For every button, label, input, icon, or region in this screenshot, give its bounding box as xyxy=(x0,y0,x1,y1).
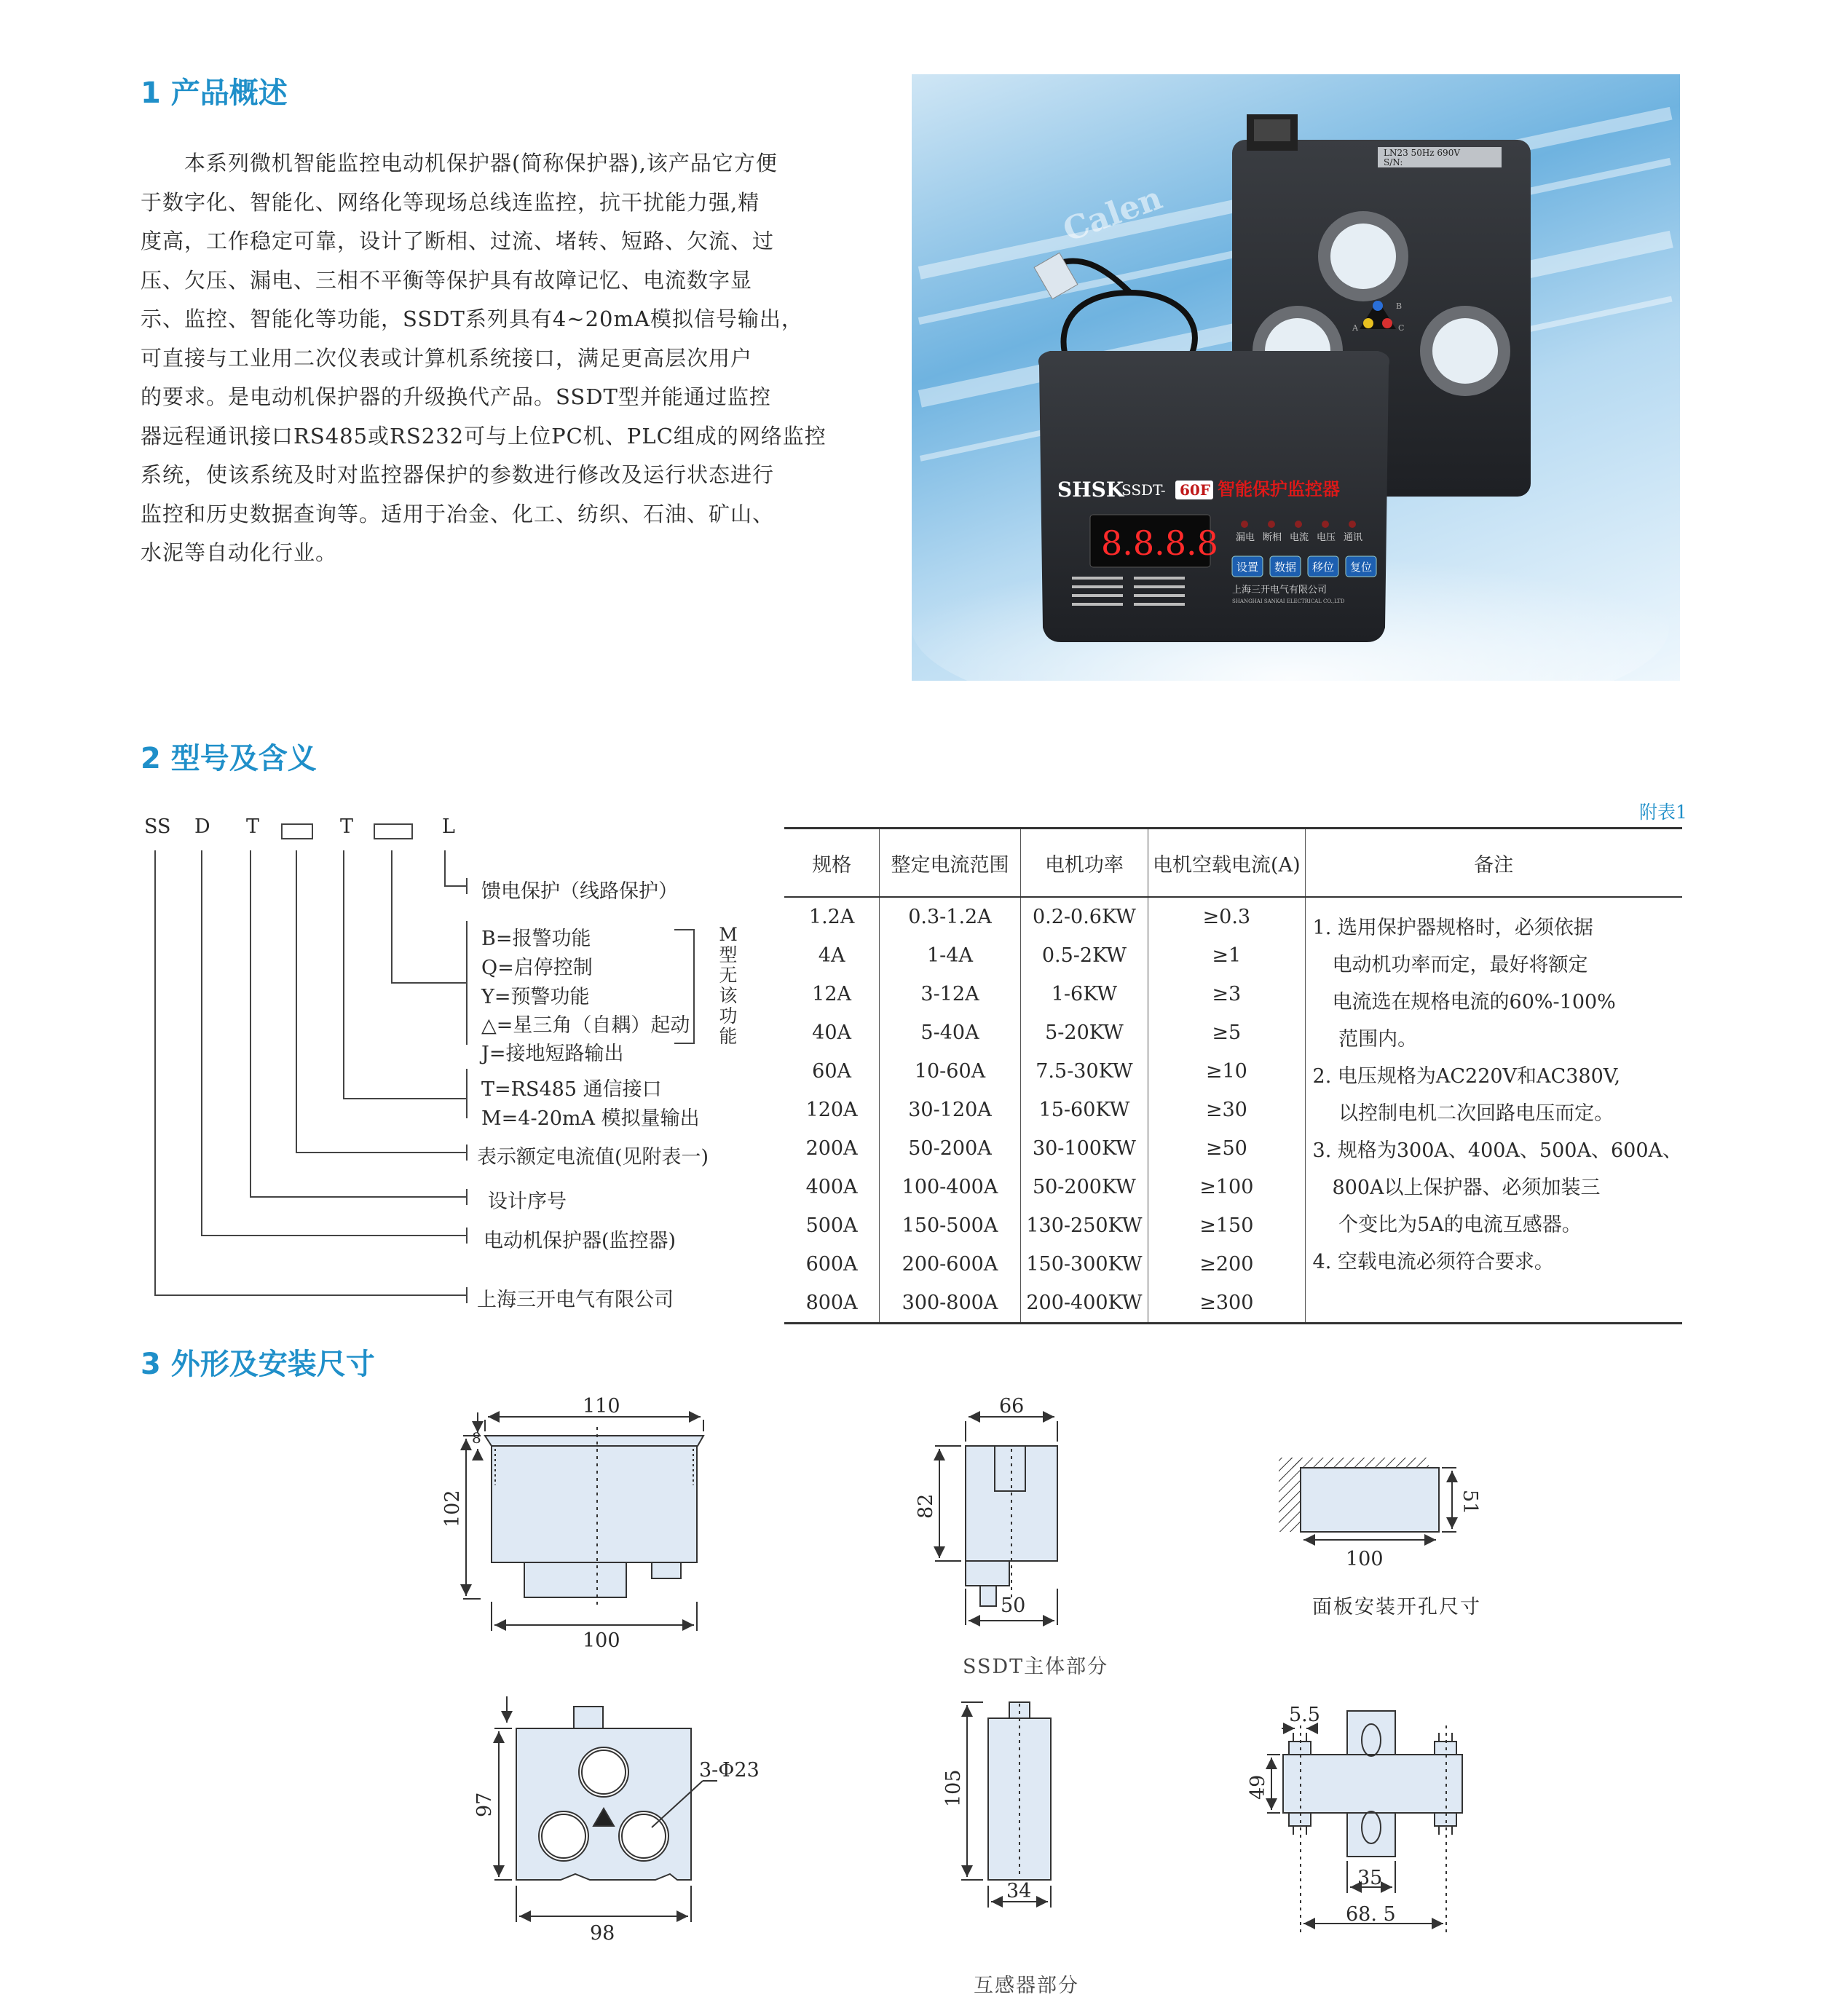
table-cell: 60A xyxy=(812,1060,852,1083)
dim-side-h: 82 xyxy=(915,1493,937,1519)
label-t: T=RS485 通信接口 xyxy=(481,1078,662,1101)
intro-line: 可直接与工业用二次仪表或计算机系统接口，满足更高层次用户 xyxy=(141,345,753,371)
m-note-char: 无 xyxy=(719,965,738,986)
table-cell: 300-800A xyxy=(880,1284,1021,1324)
indicator-label: 电压 xyxy=(1317,532,1336,543)
ct-front-drawing xyxy=(494,1696,717,1922)
m-note-char: 能 xyxy=(719,1026,738,1047)
m-note-char: 该 xyxy=(719,985,738,1006)
table-cell: 40A xyxy=(812,1021,852,1044)
side-view-drawing xyxy=(935,1417,1057,1625)
label-design: 设计序号 xyxy=(488,1190,567,1213)
table-cell: 50-200KW xyxy=(1020,1168,1148,1206)
table-cell: ≥100 xyxy=(1148,1168,1305,1206)
code-ss: SS xyxy=(144,815,171,838)
ct-side-drawing xyxy=(961,1702,1051,1908)
note-line: 4. 空载电流必须符合要求。 xyxy=(1312,1251,1554,1273)
note-line: 范围内。 xyxy=(1312,1028,1418,1051)
table-cell: ≥5 xyxy=(1148,1013,1305,1052)
intro-line: 于数字化、智能化、网络化等现场总线连监控，抗干扰能力强,精 xyxy=(141,189,760,215)
intro-line: 器远程通讯接口RS485或RS232可与上位PC机、PLC组成的网络监控 xyxy=(141,423,827,448)
dim-mt-55: 5.5 xyxy=(1289,1704,1320,1726)
table-cell: 30-120A xyxy=(880,1091,1021,1129)
intro-line: 度高，工作稳定可靠，设计了断相、过流、堵转、短路、欠流、过 xyxy=(141,229,775,253)
monitor-unit xyxy=(1038,351,1389,642)
dim-side-w: 66 xyxy=(999,1395,1025,1418)
dim-cut-w: 100 xyxy=(1346,1548,1384,1570)
table-row xyxy=(784,897,1682,936)
intro-line: 本系列微机智能监控电动机保护器(简称保护器),该产品它方便 xyxy=(141,151,778,175)
table-cell: 5-20KW xyxy=(1020,1013,1148,1052)
dim-front-bw: 100 xyxy=(583,1629,620,1652)
label-m: M=4-20mA 模拟量输出 xyxy=(481,1107,700,1130)
table-cell: 120A xyxy=(805,1099,858,1121)
dimension-drawings xyxy=(0,1369,1846,2016)
device-model-badge: 60F xyxy=(1180,481,1211,499)
table-cell: ≥3 xyxy=(1148,975,1305,1013)
code-t2: T xyxy=(340,815,354,838)
label-y: Y=预警功能 xyxy=(481,986,590,1008)
table-cell: 15-60KW xyxy=(1020,1091,1148,1129)
intro-line: 系统，使该系统及时对监控器保护的参数进行修改及运行状态进行 xyxy=(141,462,775,487)
indicator-led xyxy=(1322,521,1329,528)
table-cell: ≥150 xyxy=(1148,1206,1305,1245)
table-cell: 500A xyxy=(805,1214,858,1237)
table-cell: ≥300 xyxy=(1148,1284,1305,1324)
col-notes: 备注 xyxy=(1305,829,1682,898)
dim-mt-49: 49 xyxy=(1247,1774,1269,1800)
device-brand: SHSK xyxy=(1057,478,1124,502)
device-company-cn: 上海三开电气有限公司 xyxy=(1232,585,1328,596)
m-note-char: 型 xyxy=(719,944,738,965)
table-cell: ≥200 xyxy=(1148,1245,1305,1284)
note-line: 2. 电压规格为AC220V和AC380V, xyxy=(1312,1065,1621,1088)
indicator-led xyxy=(1241,521,1248,528)
table-cell: 100-400A xyxy=(880,1168,1021,1206)
label-rated: 表示额定电流值(见附表一) xyxy=(477,1146,709,1169)
device-button-label: 复位 xyxy=(1350,561,1373,574)
table-cell: 4A xyxy=(818,944,845,967)
table-cell: 150-500A xyxy=(880,1206,1021,1245)
phase-b: B xyxy=(1396,301,1403,311)
dim-side-bw: 50 xyxy=(1001,1594,1026,1617)
table-cell: ≥50 xyxy=(1148,1129,1305,1168)
photo-bg-text: Calen xyxy=(1058,179,1167,250)
table-cell: 150-300KW xyxy=(1020,1245,1148,1284)
spec-table xyxy=(784,827,1682,1324)
intro-line: 的要求。是电动机保护器的升级换代产品。SSDT型并能通过监控 xyxy=(141,384,771,409)
note-line: 电动机功率而定，最好将额定 xyxy=(1312,954,1588,976)
indicator-label: 漏电 xyxy=(1236,532,1255,543)
table-cell: 1-6KW xyxy=(1020,975,1148,1013)
intro-line: 示、监控、智能化等功能，SSDT系列具有4~20mA模拟信号输出， xyxy=(141,307,803,331)
device-model: SSDT- xyxy=(1121,481,1166,499)
device-display: 8.8.8.8 xyxy=(1101,523,1218,563)
intro-line: 水泥等自动化行业。 xyxy=(141,540,338,565)
table-cell: ≥10 xyxy=(1148,1052,1305,1091)
indicator-led xyxy=(1295,521,1302,528)
device-button-label: 移位 xyxy=(1312,561,1335,574)
code-t1: T xyxy=(246,815,260,838)
dim-mt-685: 68. 5 xyxy=(1346,1903,1396,1926)
table-cell: 7.5-30KW xyxy=(1020,1052,1148,1091)
table-cell: 800A xyxy=(784,1284,880,1324)
table-cell: 600A xyxy=(805,1253,858,1276)
caption-panel-cutout: 面板安装开孔尺寸 xyxy=(1312,1596,1481,1618)
device-button-label: 设置 xyxy=(1236,561,1259,574)
label-delta: △=星三角（自耦）起动 xyxy=(481,1014,690,1037)
table-cell: 200-600A xyxy=(880,1245,1021,1284)
col-noload: 电机空载电流(A) xyxy=(1148,829,1305,898)
label-b: B=报警功能 xyxy=(481,928,591,950)
note-line: 电流选在规格电流的60%-100% xyxy=(1312,991,1616,1013)
table-cell: 1.2A xyxy=(808,906,855,928)
table-cell: 0.3-1.2A xyxy=(880,897,1021,936)
label-feeder: 馈电保护（线路保护） xyxy=(481,880,678,903)
table-cell: ≥1 xyxy=(1148,936,1305,975)
device-button-label: 数据 xyxy=(1274,561,1297,574)
note-line: 个变比为5A的电流互感器。 xyxy=(1312,1214,1582,1236)
device-title: 智能保护监控器 xyxy=(1218,478,1340,499)
ct-label-2: S/N: xyxy=(1384,157,1403,167)
table-cell: 50-200A xyxy=(880,1129,1021,1168)
note-line: 1. 选用保护器规格时，必须依据 xyxy=(1312,917,1593,939)
table-cell: 12A xyxy=(812,983,852,1005)
table-cell: 3-12A xyxy=(880,975,1021,1013)
table-cell: 10-60A xyxy=(880,1052,1021,1091)
table-cell: 200A xyxy=(805,1137,858,1160)
section3-heading: 3 外形及安装尺寸 xyxy=(141,1348,375,1381)
m-note-char: 功 xyxy=(719,1005,738,1027)
table-cell: 30-100KW xyxy=(1020,1129,1148,1168)
table-caption: 附表1 xyxy=(1639,802,1687,823)
front-view-drawing xyxy=(463,1412,703,1631)
table-cell: ≥0.3 xyxy=(1148,897,1305,936)
table-cell: 200-400KW xyxy=(1020,1284,1148,1324)
dim-ctside-h: 105 xyxy=(942,1769,965,1807)
dim-ct-hole: 3-Φ23 xyxy=(699,1759,760,1782)
intro-line: 监控和历史数据查询等。适用于冶金、化工、纺织、石油、矿山、 xyxy=(141,501,775,526)
caption-main-body: SSDT主体部分 xyxy=(963,1656,1109,1678)
device-company-en: SHANGHAI SANKAI ELECTRICAL CO.,LTD xyxy=(1232,598,1345,604)
label-q: Q=启停控制 xyxy=(481,957,593,979)
intro-line: 压、欠压、漏电、三相不平衡等保护具有故障记忆、电流数字显 xyxy=(141,267,753,293)
label-motor: 电动机保护器(监控器) xyxy=(484,1230,677,1252)
indicator-led xyxy=(1349,521,1356,528)
product-photo xyxy=(912,74,1680,681)
col-range: 整定电流范围 xyxy=(880,829,1021,898)
code-l: L xyxy=(442,815,455,838)
ct-label-1: LN23 50Hz 690V xyxy=(1384,148,1460,158)
dim-front-8: 8 xyxy=(472,1429,481,1447)
indicator-label: 断相 xyxy=(1263,532,1282,543)
product-illustration xyxy=(912,74,1680,681)
m-note-char: M xyxy=(719,924,738,945)
dim-ct-h: 97 xyxy=(473,1792,496,1817)
note-line: 800A以上保护器、必须加装三 xyxy=(1312,1177,1601,1199)
col-power: 电机功率 xyxy=(1020,829,1148,898)
code-box-1 xyxy=(281,823,313,839)
table-cell: 400A xyxy=(805,1176,858,1198)
code-box-2 xyxy=(374,823,413,839)
section2-heading: 2 型号及含义 xyxy=(141,742,317,775)
caption-ct-part: 互感器部分 xyxy=(974,1975,1079,1997)
note-line: 以控制电机二次回路电压而定。 xyxy=(1312,1102,1614,1125)
dim-cut-h: 51 xyxy=(1459,1490,1481,1515)
intro-paragraph xyxy=(141,144,877,573)
table-header-row xyxy=(784,829,1682,898)
phase-a: A xyxy=(1352,323,1358,333)
table-cell: ≥30 xyxy=(1148,1091,1305,1129)
indicator-label: 电流 xyxy=(1290,532,1309,543)
dim-ctside-w: 34 xyxy=(1006,1880,1032,1902)
table-cell: 0.2-0.6KW xyxy=(1020,897,1148,936)
table-notes xyxy=(1305,897,1682,1324)
col-spec: 规格 xyxy=(784,829,880,898)
m-type-note xyxy=(716,925,741,1047)
phase-c: C xyxy=(1398,323,1405,333)
section1-heading: 1 产品概述 xyxy=(141,76,288,110)
table-cell: 130-250KW xyxy=(1020,1206,1148,1245)
dim-ct-w: 98 xyxy=(590,1922,615,1945)
panel-cutout-drawing xyxy=(1279,1458,1456,1540)
table-cell: 1-4A xyxy=(880,936,1021,975)
label-company: 上海三开电气有限公司 xyxy=(477,1289,674,1311)
table-cell: 5-40A xyxy=(880,1013,1021,1052)
indicator-led xyxy=(1268,521,1275,528)
note-line: 3. 规格为300A、400A、500A、600A、 xyxy=(1312,1139,1682,1162)
indicator-label: 通讯 xyxy=(1344,532,1363,543)
dim-mt-35: 35 xyxy=(1357,1867,1383,1889)
dim-front-w: 110 xyxy=(583,1395,620,1418)
table-cell: 0.5-2KW xyxy=(1020,936,1148,975)
label-j: J=接地短路输出 xyxy=(481,1043,624,1065)
code-d: D xyxy=(194,815,210,838)
dim-front-h: 102 xyxy=(441,1490,464,1527)
